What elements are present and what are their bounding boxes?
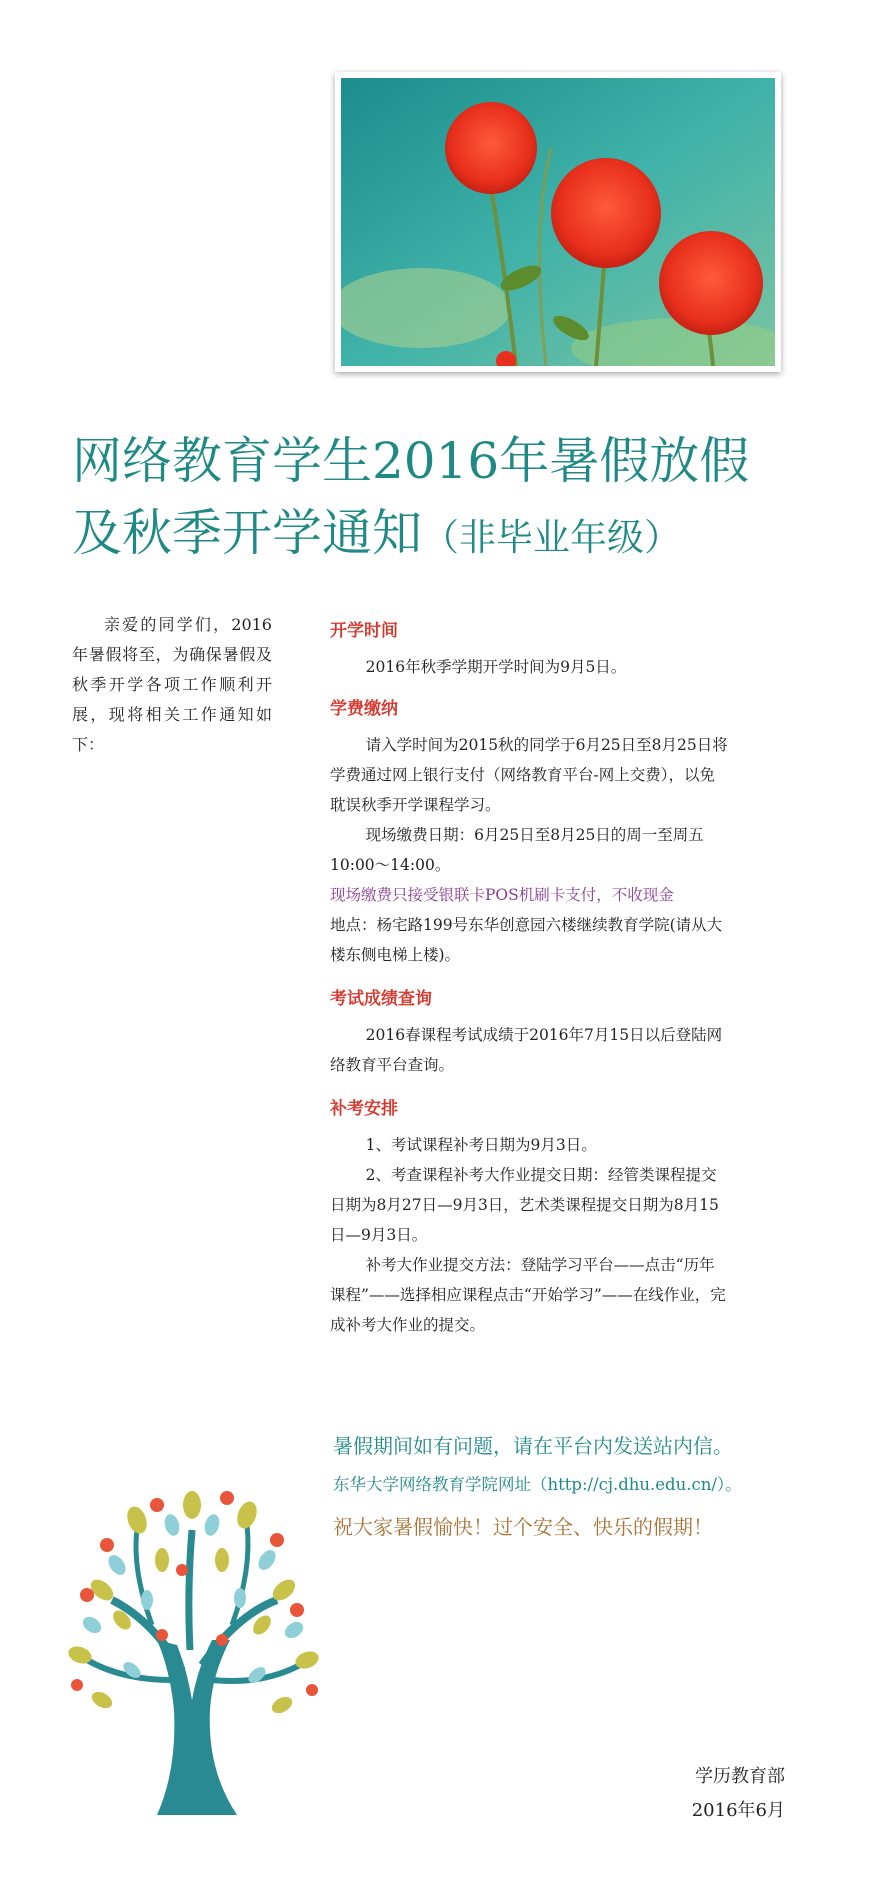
intro-column xyxy=(72,610,272,760)
heading-start: 开学时间 xyxy=(330,621,398,641)
website-note: 东华大学网络教育学院网址（http://cj.dhu.edu.cn/）。 xyxy=(333,1475,742,1494)
signature-block xyxy=(692,1760,785,1828)
signature-date: 2016年6月 xyxy=(691,1800,785,1821)
makeup-text-2: 2、考查课程补考大作业提交日期：经管类课程提交日期为8月27日—9月3日，艺术类课程提交日期为8月15日—9月3日。 xyxy=(330,1166,719,1244)
signature-dept: 学历教育部 xyxy=(695,1766,785,1787)
fees-warning: 现场缴费只接受银联卡POS机刷卡支付，不收现金 xyxy=(330,886,674,904)
heading-fees: 学费缴纳 xyxy=(330,699,398,719)
title-main: 网络教育学生2016年暑假放假及秋季开学通知 xyxy=(72,432,750,562)
fees-text-2: 现场缴费日期：6月25日至8月25日的周一至周五10:00～14:00。 xyxy=(330,826,704,874)
fees-location: 地点：杨宅路199号东华创意园六楼继续教育学院(请从大楼东侧电梯上楼)。 xyxy=(330,916,723,964)
page-title xyxy=(72,425,792,574)
wishes-note: 祝大家暑假愉快！过个安全、快乐的假期！ xyxy=(333,1515,713,1539)
fees-text-1: 请入学时间为2015秋的同学于6月25日至8月25日将学费通过网上银行支付（网络教育平台-网上交费），以免耽误秋季开学课程学习。 xyxy=(330,736,728,814)
tree-illustration xyxy=(62,1470,320,1815)
dahlia-photo xyxy=(335,72,781,372)
heading-scores: 考试成绩查询 xyxy=(330,989,432,1009)
contact-note: 暑假期间如有问题，请在平台内发送站内信。 xyxy=(333,1434,733,1458)
start-text: 2016年秋季学期开学时间为9月5日。 xyxy=(365,658,627,676)
closing-notes xyxy=(333,1430,813,1540)
title-sub: （非毕业年级） xyxy=(422,516,681,559)
makeup-text-3: 补考大作业提交方法：登陆学习平台——点击“历年课程”——选择相应课程点击“开始学习”——在线作业，完成补考大作业的提交。 xyxy=(330,1256,726,1334)
heading-makeup: 补考安排 xyxy=(330,1099,398,1119)
scores-text: 2016春课程考试成绩于2016年7月15日以后登陆网络教育平台查询。 xyxy=(330,1026,723,1074)
intro-text: 亲爱的同学们，2016年暑假将至，为确保暑假及秋季开学各项工作顺利开展，现将相关工作通知如下： xyxy=(72,615,272,754)
notice-body xyxy=(330,608,730,1340)
makeup-text-1: 1、考试课程补考日期为9月3日。 xyxy=(365,1136,597,1154)
